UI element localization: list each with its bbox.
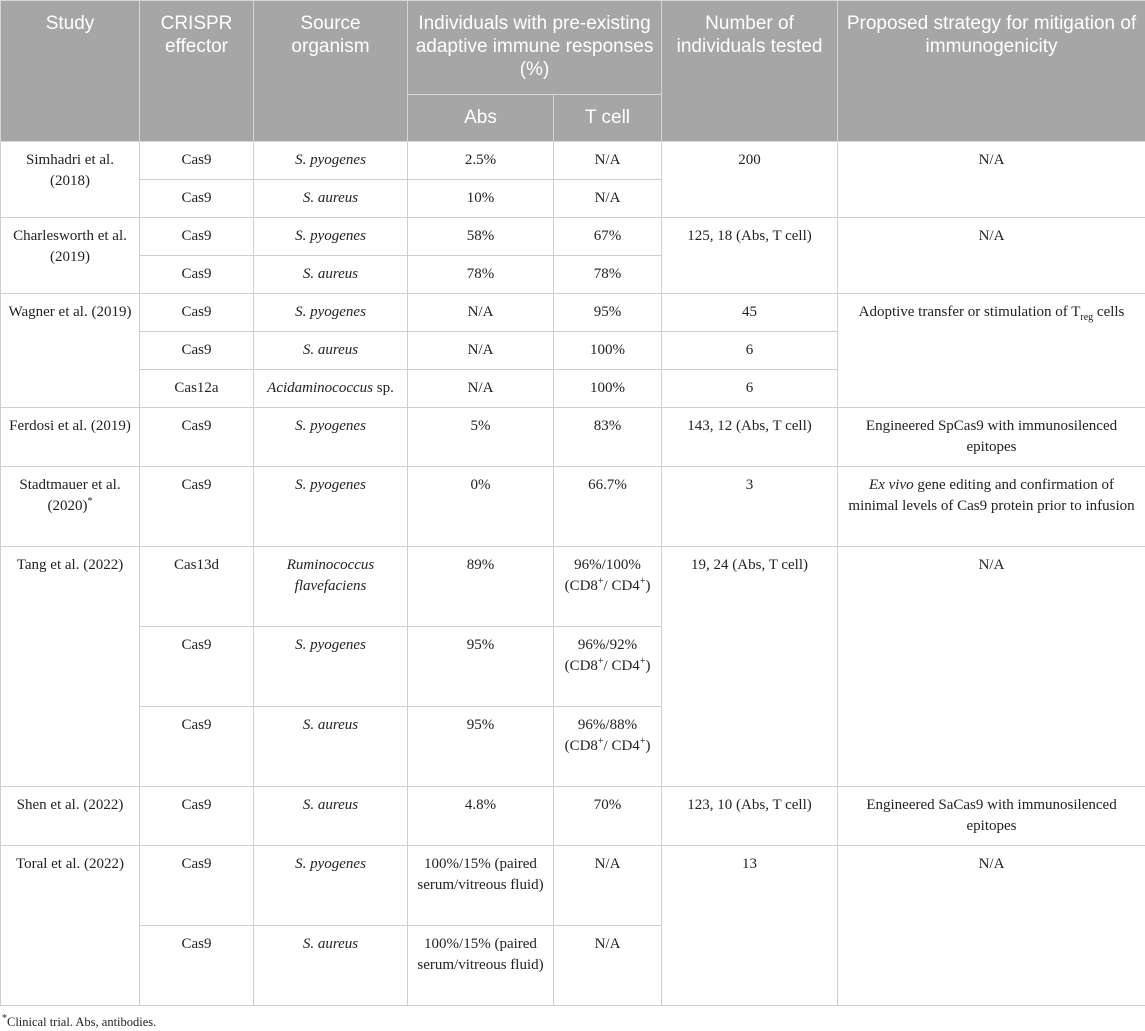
study-cell: Ferdosi et al. (2019)	[1, 408, 140, 467]
source-cell: S. pyogenes	[254, 218, 408, 256]
table-row	[1, 547, 1145, 627]
sup-plus: +	[597, 736, 604, 747]
strategy-cell	[838, 294, 1145, 408]
study-cell: Wagner et al. (2019)	[1, 294, 140, 408]
effector-cell: Cas9	[140, 256, 254, 294]
sup-plus: +	[639, 656, 646, 667]
tcell-cell: N/A	[554, 846, 662, 926]
footnote-text: Clinical trial. Abs, antibodies.	[7, 1015, 157, 1029]
effector-cell: Cas9	[140, 627, 254, 707]
cd4-label: CD4	[611, 658, 640, 674]
tcell-cell: 96%/92% (CD8+/ CD4+)	[554, 627, 662, 707]
sup-plus: +	[597, 656, 604, 667]
tcell-pct: 96%/92%	[577, 637, 638, 653]
strategy-cell: N/A	[838, 218, 1145, 294]
strategy-text: gene editing and confirmation of minimal levels of Cas9 protein prior to infusion	[848, 477, 1135, 514]
effector-cell: Cas9	[140, 846, 254, 926]
source-cell: S. pyogenes	[254, 142, 408, 180]
number-cell: 143, 12 (Abs, T cell)	[662, 408, 838, 467]
tcell-cell: 67%	[554, 218, 662, 256]
source-cell: Ruminococcus flavefaciens	[254, 547, 408, 627]
effector-cell: Cas9	[140, 294, 254, 332]
tcell-cell: 70%	[554, 787, 662, 846]
header-strategy: Proposed strategy for mitigation of immunogenicity	[838, 1, 1145, 142]
tcell-cell: 96%/88% (CD8+/ CD4+)	[554, 707, 662, 787]
cd8-label: CD8	[569, 658, 598, 674]
effector-cell: Cas13d	[140, 547, 254, 627]
abs-cell: N/A	[408, 294, 554, 332]
sup-plus: +	[639, 576, 646, 587]
tcell-cell: N/A	[554, 180, 662, 218]
number-cell: 125, 18 (Abs, T cell)	[662, 218, 838, 294]
abs-cell: 89%	[408, 547, 554, 627]
effector-cell: Cas9	[140, 787, 254, 846]
source-cell: S. pyogenes	[254, 627, 408, 707]
effector-cell: Cas9	[140, 142, 254, 180]
strategy-cell	[838, 467, 1145, 547]
strategy-text: Adoptive transfer or stimulation of T	[858, 304, 1081, 320]
cd8-label: CD8	[569, 738, 598, 754]
abs-cell: 78%	[408, 256, 554, 294]
source-cell: S. aureus	[254, 707, 408, 787]
strategy-subscript: reg	[1080, 312, 1094, 323]
number-cell: 6	[662, 332, 838, 370]
tcell-cell: 100%	[554, 332, 662, 370]
abs-cell: N/A	[408, 370, 554, 408]
abs-cell: 5%	[408, 408, 554, 467]
source-cell: S. pyogenes	[254, 846, 408, 926]
tcell-pct: 96%/88%	[577, 717, 638, 733]
study-cell: Toral et al. (2022)	[1, 846, 140, 1006]
study-cell: Simhadri et al. (2018)	[1, 142, 140, 218]
abs-cell: 100%/15% (paired serum/vitreous fluid)	[408, 926, 554, 1006]
strategy-cell: Engineered SaCas9 with immunosilenced epitopes	[838, 787, 1145, 846]
number-cell: 6	[662, 370, 838, 408]
source-cell: S. aureus	[254, 926, 408, 1006]
header-abs: Abs	[408, 95, 554, 142]
source-genus: Acidaminococcus	[267, 380, 373, 396]
effector-cell: Cas9	[140, 180, 254, 218]
tcell-cell: 83%	[554, 408, 662, 467]
table-row	[1, 467, 1145, 547]
abs-cell: 2.5%	[408, 142, 554, 180]
header-number: Number of individuals tested	[662, 1, 838, 142]
strategy-text: cells	[1093, 304, 1125, 320]
number-cell: 13	[662, 846, 838, 1006]
footnote-mark: *	[2, 1012, 7, 1024]
study-cell	[1, 467, 140, 547]
table-row	[1, 218, 1145, 256]
number-cell: 200	[662, 142, 838, 218]
source-cell: S. aureus	[254, 180, 408, 218]
abs-cell: 0%	[408, 467, 554, 547]
table-row	[1, 142, 1145, 180]
cd4-label: CD4	[611, 578, 640, 594]
study-cell: Charlesworth et al. (2019)	[1, 218, 140, 294]
header-study: Study	[1, 1, 140, 142]
study-cell: Tang et al. (2022)	[1, 547, 140, 787]
effector-cell: Cas12a	[140, 370, 254, 408]
strategy-cell: N/A	[838, 142, 1145, 218]
study-cell: Shen et al. (2022)	[1, 787, 140, 846]
number-cell: 3	[662, 467, 838, 547]
table-footnote	[2, 1012, 157, 1030]
source-cell: S. pyogenes	[254, 408, 408, 467]
source-cell: S. aureus	[254, 256, 408, 294]
strategy-cell: Engineered SpCas9 with immunosilenced epitopes	[838, 408, 1145, 467]
strategy-cell: N/A	[838, 846, 1145, 1006]
tcell-cell: N/A	[554, 926, 662, 1006]
number-cell: 123, 10 (Abs, T cell)	[662, 787, 838, 846]
abs-cell: N/A	[408, 332, 554, 370]
table-row	[1, 408, 1145, 467]
effector-cell: Cas9	[140, 707, 254, 787]
abs-cell: 95%	[408, 707, 554, 787]
table-row	[1, 787, 1145, 846]
tcell-cell: 100%	[554, 370, 662, 408]
footnote-mark: *	[87, 496, 93, 507]
tcell-cell: N/A	[554, 142, 662, 180]
tcell-pct: 96%/100%	[574, 557, 641, 573]
header-tcell: T cell	[554, 95, 662, 142]
effector-cell: Cas9	[140, 926, 254, 1006]
cd4-label: CD4	[611, 738, 640, 754]
effector-cell: Cas9	[140, 467, 254, 547]
source-suffix: sp.	[372, 380, 394, 396]
table-row	[1, 846, 1145, 926]
source-cell: S. aureus	[254, 332, 408, 370]
abs-cell: 100%/15% (paired serum/vitreous fluid)	[408, 846, 554, 926]
tcell-cell: 78%	[554, 256, 662, 294]
tcell-cell: 96%/100% (CD8+/ CD4+)	[554, 547, 662, 627]
cd8-label: CD8	[569, 578, 598, 594]
effector-cell: Cas9	[140, 218, 254, 256]
strategy-cell: N/A	[838, 547, 1145, 787]
sup-plus: +	[639, 736, 646, 747]
effector-cell: Cas9	[140, 332, 254, 370]
header-effector: CRISPR effector	[140, 1, 254, 142]
source-cell	[254, 370, 408, 408]
abs-cell: 4.8%	[408, 787, 554, 846]
abs-cell: 58%	[408, 218, 554, 256]
abs-cell: 10%	[408, 180, 554, 218]
source-cell: S. pyogenes	[254, 467, 408, 547]
number-cell: 19, 24 (Abs, T cell)	[662, 547, 838, 787]
tcell-cell: 95%	[554, 294, 662, 332]
number-cell: 45	[662, 294, 838, 332]
strategy-italic: Ex vivo	[869, 477, 914, 493]
study-text: Stadtmauer et al. (2020)	[19, 477, 121, 514]
source-cell: S. pyogenes	[254, 294, 408, 332]
effector-cell: Cas9	[140, 408, 254, 467]
tcell-cell: 66.7%	[554, 467, 662, 547]
table-row	[1, 294, 1145, 332]
abs-cell: 95%	[408, 627, 554, 707]
source-cell: S. aureus	[254, 787, 408, 846]
header-individuals: Individuals with pre-existing adaptive immune responses (%)	[408, 1, 662, 95]
header-source: Source organism	[254, 1, 408, 142]
sup-plus: +	[597, 576, 604, 587]
